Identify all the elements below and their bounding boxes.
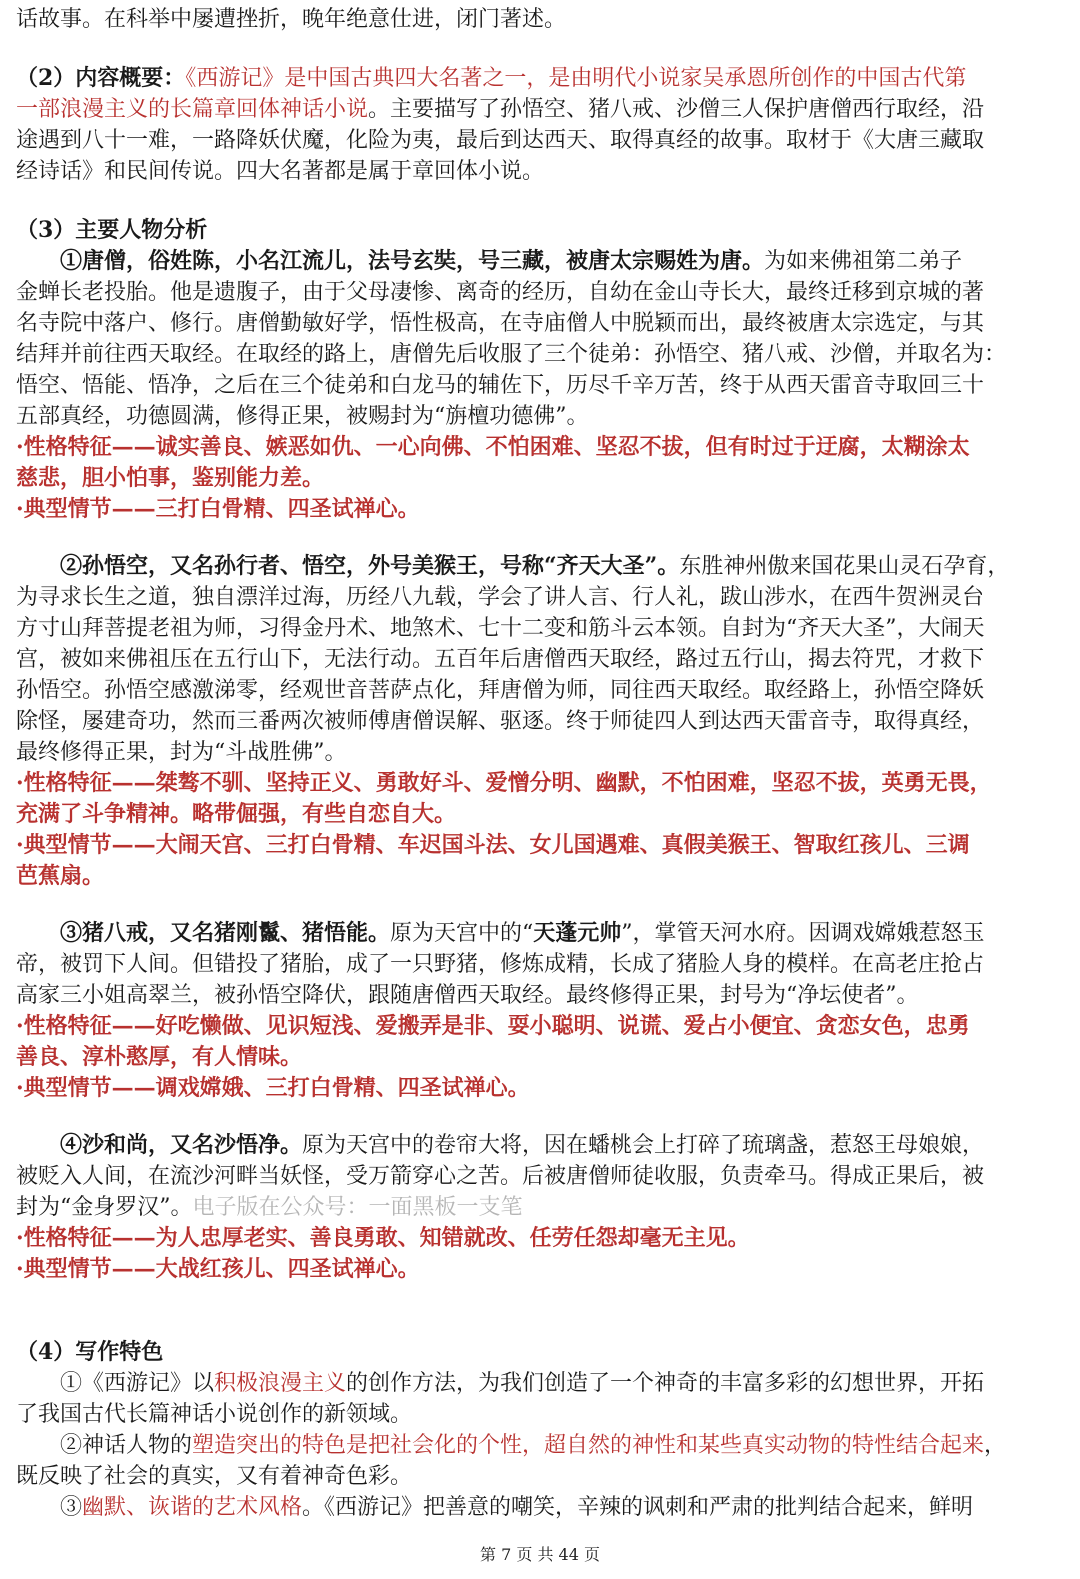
bajie-line: 高家三小姐高翠兰，被孙悟空降伏，跟随唐僧西天取经。最终修得正果，封号为“净坛使者”。 bbox=[16, 983, 919, 1008]
writing-point-3 bbox=[16, 1492, 1060, 1523]
tangseng-name: ①唐僧，俗姓陈，小名江流儿，法号玄奘，号三藏，被唐太宗赐姓为唐。 bbox=[60, 248, 765, 274]
bajie-name: ③猪八戒，又名猪刚鬣、猪悟能。 bbox=[60, 920, 391, 946]
writing-text: 的创作方法，为我们创造了一个神奇的丰富多彩的幻想世界，开拓 bbox=[346, 1371, 985, 1396]
writing-highlight: 幽默、诙谐的艺术风格 bbox=[82, 1495, 303, 1520]
bajie-plot: ·典型情节——调戏嫦娥、三打白骨精、四圣试禅心。 bbox=[16, 1075, 530, 1101]
tangseng-line: 悟空、悟能、悟净，之后在三个徒弟和白龙马的辅佐下，历尽千辛万苦，终于从西天雷音寺取回三十 bbox=[16, 373, 985, 398]
tangseng-plot: ·典型情节——三打白骨精、四圣试禅心。 bbox=[16, 496, 420, 522]
characters-heading: （3）主要人物分析 bbox=[16, 217, 208, 243]
wukong-line: 孙悟空。孙悟空感激涕零，经观世音菩萨点化，拜唐僧为师，同往西天取经。取经路上，孙悟空降妖 bbox=[16, 678, 985, 703]
summary-text: 。主要描写了孙悟空、猪八戒、沙僧三人保护唐僧西行取经，沿 bbox=[368, 97, 985, 122]
wukong-intro bbox=[16, 551, 1060, 582]
summary-line-1 bbox=[16, 63, 1060, 94]
page-number-footer: 第 7 页 共 44 页 bbox=[480, 1545, 600, 1564]
spacer bbox=[16, 1285, 1060, 1337]
shaseng-traits: ·性格特征——为人忠厚老实、善良勇敢、知错就改、任劳任怨却毫无主见。 bbox=[16, 1225, 750, 1251]
wukong-name: ②孙悟空，又名孙行者、悟空，外号美猴王，号称“齐天大圣”。 bbox=[60, 553, 680, 579]
bajie-text: ”，掌管天河水府。因调戏嫦娥惹怒玉 bbox=[621, 921, 985, 946]
shaseng-text: 封为“金身罗汉”。 bbox=[16, 1195, 193, 1220]
writing-point-2-cont: 既反映了社会的真实，又有着神奇色彩。 bbox=[16, 1464, 413, 1489]
writing-heading: （4）写作特色 bbox=[16, 1339, 164, 1365]
summary-line-4: 经诗话》和民间传说。四大名著都是属于章回体小说。 bbox=[16, 159, 545, 184]
spacer bbox=[16, 187, 1060, 215]
wukong-line: 最终修得正果，封为“斗战胜佛”。 bbox=[16, 740, 347, 765]
writing-text: ③ bbox=[60, 1495, 83, 1520]
summary-highlight: 《西游记》是中国古典四大名著之一，是由明代小说家吴承恩所创作的中国古代第 bbox=[185, 66, 967, 91]
wukong-plot: ·典型情节——大闹天宫、三打白骨精、车迟国斗法、女儿国遇难、真假美猴王、智取红孩儿、三调 bbox=[16, 832, 970, 858]
wukong-line: 宫，被如来佛祖压在五行山下，无法行动。五百年后唐僧西天取经，路过五行山，揭去符咒，才救下 bbox=[16, 647, 985, 672]
wukong-plot: 芭蕉扇。 bbox=[16, 863, 105, 889]
summary-highlight: 一部浪漫主义的长篇章回体神话小说 bbox=[16, 97, 369, 122]
writing-text: ， bbox=[984, 1433, 1007, 1458]
wukong-line: 为寻求长生之道，独自漂洋过海，历经八九载，学会了讲人言、行人礼，跋山涉水，在西牛贺洲灵台 bbox=[16, 585, 985, 610]
wukong-traits: ·性格特征——桀骜不驯、坚持正义、勇敢好斗、爱憎分明、幽默，不怕困难，坚忍不拔，英勇无畏， bbox=[16, 770, 992, 796]
wukong-text: 东胜神州傲来国花果山灵石孕育， bbox=[679, 554, 1010, 579]
writing-highlight: 积极浪漫主义 bbox=[214, 1371, 347, 1396]
bajie-text: 原为天宫中的“ bbox=[390, 921, 534, 946]
tangseng-traits: 慈悲，胆小怕事，鉴别能力差。 bbox=[16, 465, 325, 491]
wukong-traits: 充满了斗争精神。略带倔强，有些自恋自大。 bbox=[16, 801, 457, 827]
writing-point-1 bbox=[16, 1368, 1060, 1399]
writing-text: 。《西游记》把善意的嘲笑，辛辣的讽刺和严肃的批判结合起来，鲜明 bbox=[302, 1495, 974, 1520]
tangseng-traits: ·性格特征——诚实善良、嫉恶如仇、一心向佛、不怕困难、坚忍不拔，但有时过于迂腐，太糊涂太 bbox=[16, 434, 970, 460]
shaseng-plot: ·典型情节——大战红孩儿、四圣试禅心。 bbox=[16, 1256, 420, 1282]
wukong-line: 除怪，屡建奇功，然而三番两次被师傅唐僧误解、驱逐。终于师徒四人到达西天雷音寺，取得真经， bbox=[16, 709, 985, 734]
summary-heading: （2）内容概要： bbox=[16, 65, 186, 91]
tangseng-line: 结拜并前往西天取经。在取经的路上，唐僧先后收服了三个徒弟：孙悟空、猪八戒、沙僧，并取名为： bbox=[16, 342, 1007, 367]
document-page bbox=[16, 4, 1060, 1523]
shaseng-intro bbox=[16, 1130, 1060, 1161]
shaseng-text: 原为天宫中的卷帘大将，因在蟠桃会上打碎了琉璃盏，惹怒王母娘娘， bbox=[302, 1133, 985, 1158]
summary-line-2 bbox=[16, 94, 1060, 125]
intro-line: 话故事。在科举中屡遭挫折，晚年绝意仕进，闭门著述。 bbox=[16, 7, 567, 32]
writing-text: ②神话人物的 bbox=[60, 1433, 193, 1458]
shaseng-name: ④沙和尚，又名沙悟净。 bbox=[60, 1132, 303, 1158]
writing-point-1-cont: 了我国古代长篇神话小说创作的新领域。 bbox=[16, 1402, 413, 1427]
spacer bbox=[16, 892, 1060, 918]
spacer bbox=[16, 35, 1060, 63]
bajie-title: 天蓬元帅 bbox=[533, 920, 622, 946]
tangseng-text: 为如来佛祖第二弟子 bbox=[764, 249, 963, 274]
bajie-traits: 善良、淳朴憨厚，有人情味。 bbox=[16, 1044, 303, 1070]
tangseng-line: 五部真经，功德圆满，修得正果，被赐封为“旃檀功德佛”。 bbox=[16, 404, 589, 429]
writing-highlight: 塑造突出的特色是把社会化的个性，超自然的神性和某些真实动物的特性结合起来 bbox=[192, 1433, 985, 1458]
bajie-line: 帝，被罚下人间。但错投了猪胎，成了一只野猪，修炼成精，长成了猪脸人身的模样。在高老庄抢占 bbox=[16, 952, 985, 977]
summary-line-3: 途遇到八十一难，一路降妖伏魔，化险为夷，最后到达西天、取得真经的故事。取材于《大唐三藏取 bbox=[16, 128, 985, 153]
wukong-line: 方寸山拜菩提老祖为师，习得金丹术、地煞术、七十二变和筋斗云本领。自封为“齐天大圣”，大闹天 bbox=[16, 616, 985, 641]
tangseng-line: 名寺院中落户、修行。唐僧勤敏好学，悟性极高，在寺庙僧人中脱颖而出，最终被唐太宗选定，与其 bbox=[16, 311, 985, 336]
tangseng-line: 金蝉长老投胎。他是遗腹子，由于父母凄惨、离奇的经历，自幼在金山寺长大，最终迁移到京城的著 bbox=[16, 280, 985, 305]
bajie-intro bbox=[16, 918, 1060, 949]
writing-point-2 bbox=[16, 1430, 1060, 1461]
watermark-text: 电子版在公众号：一面黑板一支笔 bbox=[192, 1195, 523, 1220]
bajie-traits: ·性格特征——好吃懒做、见识短浅、爱搬弄是非、耍小聪明、说谎、爱占小便宜、贪恋女色，忠勇 bbox=[16, 1013, 970, 1039]
spacer bbox=[16, 1104, 1060, 1130]
shaseng-line bbox=[16, 1192, 1060, 1223]
shaseng-line: 被贬入人间，在流沙河畔当妖怪，受万箭穿心之苦。后被唐僧师徒收服，负责牵马。得成正果后，被 bbox=[16, 1164, 985, 1189]
writing-text: ①《西游记》以 bbox=[60, 1371, 215, 1396]
spacer bbox=[16, 525, 1060, 551]
tangseng-intro bbox=[16, 246, 1060, 277]
